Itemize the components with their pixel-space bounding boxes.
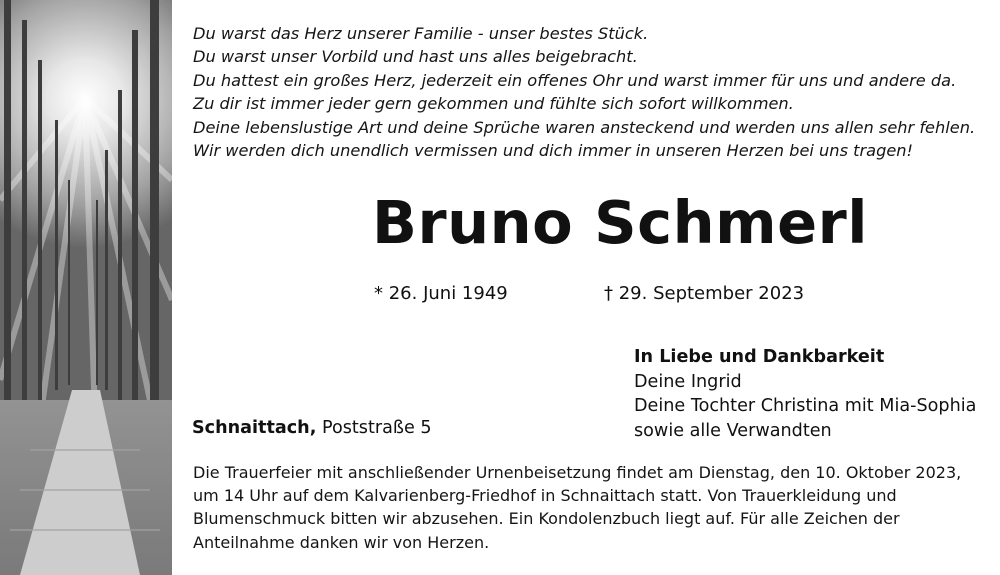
address-city: Schnaittach, bbox=[192, 418, 317, 438]
family-address bbox=[192, 418, 432, 438]
funeral-notice bbox=[193, 461, 983, 554]
notice-line: Blumenschmuck bitten wir abzusehen. Ein Kondolenzbuch liegt auf. Für alle Zeichen der bbox=[193, 509, 900, 529]
mourner-line: Deine Ingrid bbox=[634, 371, 742, 392]
poem-line: Deine lebenslustige Art und deine Sprüche waren ansteckend und werden uns allen sehr fehlen. bbox=[193, 117, 976, 137]
forest-path-image bbox=[0, 0, 172, 575]
mourners-block bbox=[634, 345, 976, 443]
notice-line: um 14 Uhr auf dem Kalvarienberg-Friedhof in Schnaittach statt. Von Trauerkleidung und bbox=[193, 486, 897, 506]
notice-line: Die Trauerfeier mit anschließender Urnenbeisetzung findet am Dienstag, den 10. Oktober 2023, bbox=[193, 463, 962, 482]
death-date: † 29. September 2023 bbox=[604, 283, 805, 304]
notice-line: Anteilnahme danken wir von Herzen. bbox=[193, 532, 490, 552]
deceased-name: Bruno Schmerl bbox=[372, 188, 868, 257]
poem-line: Zu dir ist immer jeder gern gekommen und fühlte sich sofort willkommen. bbox=[193, 94, 794, 114]
mourner-line: sowie alle Verwandten bbox=[634, 420, 832, 441]
poem-line: Du warst das Herz unserer Familie - unser bestes Stück. bbox=[193, 24, 649, 43]
address-street: Poststraße 5 bbox=[321, 418, 432, 438]
poem-line: Du hattest ein großes Herz, jederzeit ein offenes Ohr und warst immer für uns und andere da. bbox=[193, 70, 957, 90]
mourner-line: Deine Tochter Christina mit Mia-Sophia bbox=[634, 396, 977, 417]
poem-line: Du warst unser Vorbild und hast uns alles beigebracht. bbox=[193, 47, 638, 67]
memorial-poem bbox=[193, 22, 983, 162]
mourners-heading: In Liebe und Dankbarkeit bbox=[634, 347, 885, 367]
birth-date: * 26. Juni 1949 bbox=[374, 283, 508, 304]
poem-line: Wir werden dich unendlich vermissen und dich immer in unseren Herzen bei uns tragen! bbox=[193, 141, 914, 161]
